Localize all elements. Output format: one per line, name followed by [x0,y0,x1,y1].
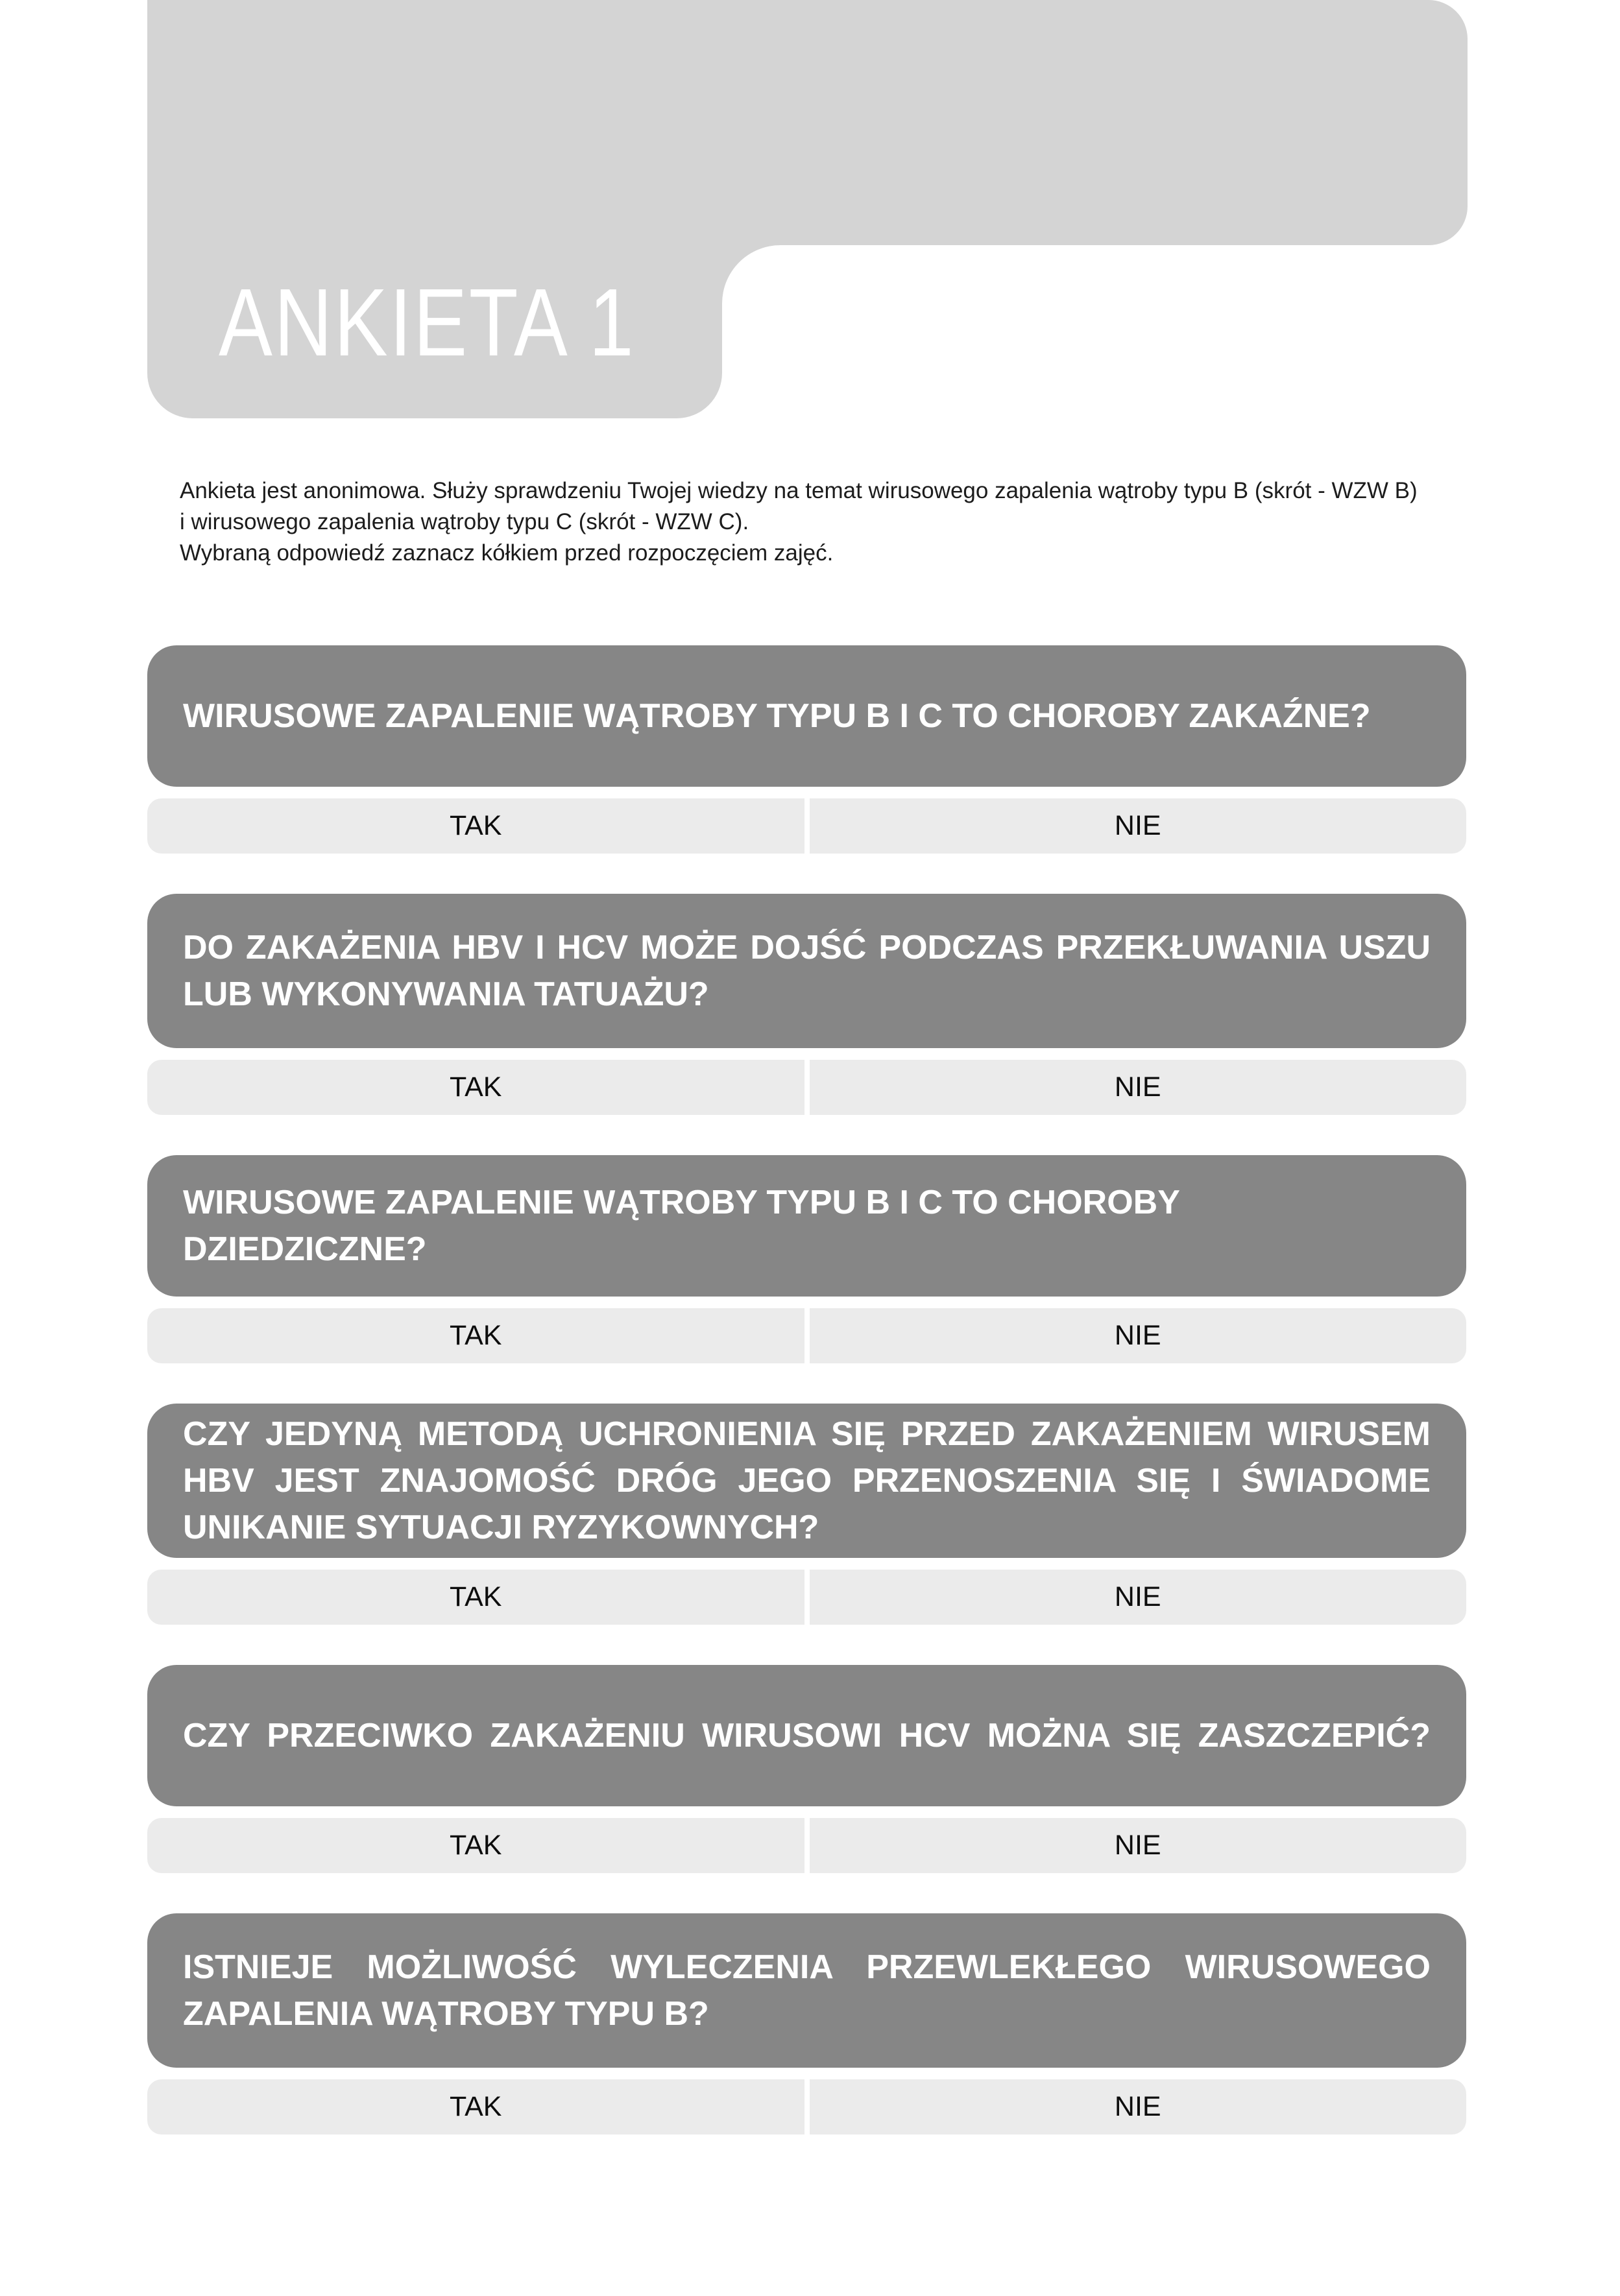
intro-line: i wirusowego zapalenia wątroby typu C (skrót - WZW C). [180,509,749,534]
question-line: HBV JEST ZNAJOMOŚĆ DRÓG JEGO PRZENOSZENIA SIĘ I ŚWIADOME [183,1462,1431,1500]
question-section [147,1404,1466,1625]
page-title: ANKIETA 1 [219,269,636,376]
answer-bar [147,2079,1466,2135]
question-line: CZY PRZECIWKO ZAKAŻENIU WIRUSOWI HCV MOŻNA SIĘ ZASZCZEPIĆ? [183,1717,1431,1754]
answer-option-tak[interactable]: TAK [147,1818,804,1873]
question-line: WIRUSOWE ZAPALENIE WĄTROBY TYPU B I C TO CHOROBY DZIEDZICZNE? [183,1184,1179,1268]
answer-option-nie[interactable]: NIE [810,1060,1467,1115]
intro-line: Wybraną odpowiedź zaznacz kółkiem przed rozpoczęciem zajęć. [180,540,834,566]
question-card [147,1404,1466,1558]
answer-option-nie[interactable]: NIE [810,1308,1467,1363]
header-notch-corner [722,245,780,304]
answer-option-nie[interactable]: NIE [810,1818,1467,1873]
question-list [147,645,1466,2135]
question-card [147,645,1466,787]
question-line: WIRUSOWE ZAPALENIE WĄTROBY TYPU B I C TO CHOROBY ZAKAŹNE? [183,697,1371,735]
answer-bar [147,1818,1466,1873]
answer-option-nie[interactable]: NIE [810,2079,1467,2135]
question-line: UNIKANIE SYTUACJI RYZYKOWNYCH? [183,1509,819,1546]
answer-bar [147,1060,1466,1115]
question-section [147,1913,1466,2135]
question-section [147,645,1466,854]
answer-option-tak[interactable]: TAK [147,2079,804,2135]
intro-line: Ankieta jest anonimowa. Służy sprawdzeniu Twojej wiedzy na temat wirusowego zapalenia wątroby typu B (skrót - WZW B) [180,478,1418,503]
question-line: DO ZAKAŻENIA HBV I HCV MOŻE DOJŚĆ PODCZAS PRZEKŁUWANIA USZU [183,929,1431,966]
question-section [147,1155,1466,1363]
question-card [147,1155,1466,1297]
answer-option-tak[interactable]: TAK [147,1570,804,1625]
answer-option-tak[interactable]: TAK [147,798,804,854]
question-line: ZAPALENIA WĄTROBY TYPU B? [183,1995,709,2033]
answer-bar [147,1308,1466,1363]
answer-option-tak[interactable]: TAK [147,1060,804,1115]
question-line: CZY JEDYNĄ METODĄ UCHRONIENIA SIĘ PRZED ZAKAŻENIEM WIRUSEM [183,1415,1431,1453]
question-card [147,1665,1466,1806]
answer-option-nie[interactable]: NIE [810,1570,1467,1625]
answer-option-tak[interactable]: TAK [147,1308,804,1363]
question-card [147,1913,1466,2068]
answer-bar [147,798,1466,854]
question-line: LUB WYKONYWANIA TATUAŻU? [183,975,709,1013]
intro-text [180,475,1464,569]
question-line: ISTNIEJE MOŻLIWOŚĆ WYLECZENIA PRZEWLEKŁEGO WIRUSOWEGO [183,1948,1431,1986]
answer-option-nie[interactable]: NIE [810,798,1467,854]
question-section [147,1665,1466,1873]
question-card [147,894,1466,1048]
question-section [147,894,1466,1115]
answer-bar [147,1570,1466,1625]
